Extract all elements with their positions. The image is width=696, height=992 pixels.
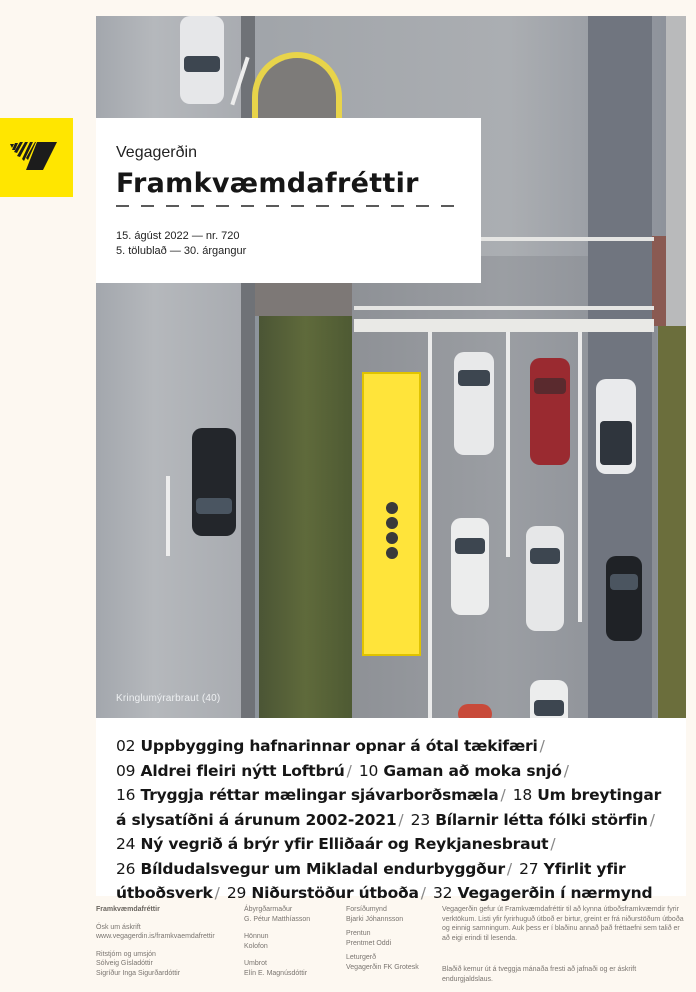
responsible-label: Ábyrgðarmaður — [244, 906, 293, 913]
car-white — [596, 379, 636, 474]
layout-name: Elín E. Magnúsdóttir — [244, 969, 308, 977]
font-name: Vegagerðin FK Grotesk — [346, 963, 419, 971]
colophon-col-3 — [346, 905, 441, 980]
toc-item[interactable]: 32 Vegagerðin í nærmynd — [432, 884, 653, 902]
photo-caption: Kringlumýrarbraut (40) — [116, 693, 221, 704]
colophon-heading: Framkvæmdafréttir — [96, 906, 160, 913]
editor-label: Ritstjórn og umsjón — [96, 950, 156, 958]
cover-photo-label: Forsíðumynd — [346, 906, 387, 913]
lane-line — [506, 332, 510, 557]
font-label: Leturgerð — [346, 954, 376, 961]
car-white — [526, 526, 564, 631]
colophon-col-2 — [244, 905, 339, 986]
toc-item[interactable]: 27 Yfirlit yfir útboðsverk — [116, 859, 626, 902]
table-of-contents — [96, 718, 686, 902]
toc-item[interactable]: 23 Bílarnir létta fólki störfin — [410, 810, 648, 829]
car-red — [458, 704, 492, 718]
design-name: Kolofon — [244, 942, 268, 950]
car-black — [192, 428, 236, 536]
toc-item[interactable]: 09 Aldrei fleiri nýtt Loftbrú — [116, 761, 345, 780]
toc-list: 02 Uppbygging hafnarinnar opnar á ótal tækifæri / 09 Aldrei fleiri nýtt Loftbrú / 10 Gaman að moka snjó / 16 Tryggja réttar mælingar sjávarborðsmæla / 18 Um breytingar á slysatíðni á árunum 2002-2021 / 23 Bílarnir létta fólki störfin / 24 Ný vegrið á brýr yfir Elliðaár og Reykjanesbraut / 26 Bíldudalsvegur um Mikladal endurbyggður / 27 Yfirlit yfir útboðsverk / 29 Niðurstöður útboða / 32 Vegagerðin í nærmynd — [116, 737, 662, 902]
publisher-name: Vegagerðin — [116, 144, 197, 161]
vegagerdin-logo-icon — [9, 139, 61, 173]
print-label: Prentun — [346, 930, 371, 937]
car-black — [606, 556, 642, 641]
publication-title: Framkvæmdafréttir — [116, 168, 419, 199]
design-label: Hönnun — [244, 933, 269, 940]
print-name: Prentmet Oddi — [346, 939, 392, 947]
toc-item[interactable]: 16 Tryggja réttar mælingar sjávarborðsmæla — [116, 786, 499, 804]
car-white — [454, 352, 494, 455]
sidewalk — [666, 16, 686, 326]
toc-item[interactable]: 24 Ný vegrið á brýr yfir Elliðaár og Reykjanesbraut — [116, 835, 549, 853]
stop-line — [354, 319, 654, 332]
colophon-col-1 — [96, 905, 236, 986]
vegagerdin-logo — [0, 118, 73, 197]
road-marking — [354, 306, 654, 310]
car-red — [530, 358, 570, 465]
car-white — [180, 16, 224, 104]
issue-volume: 5. tölublað — 30. árgangur — [116, 245, 247, 257]
dashed-divider — [116, 205, 462, 207]
lane-line — [578, 332, 582, 622]
grass-median — [259, 316, 352, 718]
frequency-text: Blaðið kemur út á tveggja mánaða fresti að jafnaði og er áskrift endurgjaldslaus. — [442, 966, 637, 983]
grass-verge — [658, 326, 686, 718]
editor-name: Sigríður Inga Sigurðardóttir — [96, 969, 181, 977]
toc-item[interactable]: 29 Niðurstöður útboða — [226, 884, 419, 902]
issue-date-number: 15. ágúst 2022 — nr. 720 — [116, 230, 240, 242]
toc-item[interactable]: 02 Uppbygging hafnarinnar opnar á ótal tækifæri — [116, 737, 538, 755]
masthead-card — [96, 118, 481, 283]
about-text: Vegagerðin gefur út Framkvæmdafréttir til að kynna útboðsframkvæmdir fyrir verktökum. Listi yfir fyrirhuguð útboð er birtur, greint er frá niðurstöðum útboða og einnig samningum. Auk þess er í blaðinu annað það fréttaefni sem talið er að eigi erindi til lesenda. — [442, 906, 684, 942]
brick-strip — [652, 236, 666, 326]
yellow-bus — [362, 372, 421, 656]
subscribe-link[interactable]: www.vegagerdin.is/framkvaemdafrettir — [96, 933, 215, 940]
toc-item[interactable]: 10 Gaman að moka snjó — [358, 761, 562, 780]
toc-item[interactable]: 26 Bíldudalsvegur um Mikladal endurbyggður — [116, 859, 505, 878]
car-white — [530, 680, 568, 718]
lane-line — [428, 332, 432, 718]
layout-label: Umbrot — [244, 960, 267, 967]
car-white — [451, 518, 489, 615]
subscribe-label: Ósk um áskrift — [96, 923, 141, 931]
colophon-col-4 — [442, 905, 688, 984]
editor-name: Sólveig Gísladóttir — [96, 960, 153, 967]
issue-info — [116, 229, 461, 259]
responsible-name: G. Pétur Matthíasson — [244, 915, 311, 923]
cover-photo-credit: Bjarki Jóhannsson — [346, 915, 404, 923]
lane-dash — [166, 476, 170, 556]
toc-item[interactable]: 18 Um breytingar á slysatíðni á árunum 2002-2021 — [116, 786, 662, 829]
